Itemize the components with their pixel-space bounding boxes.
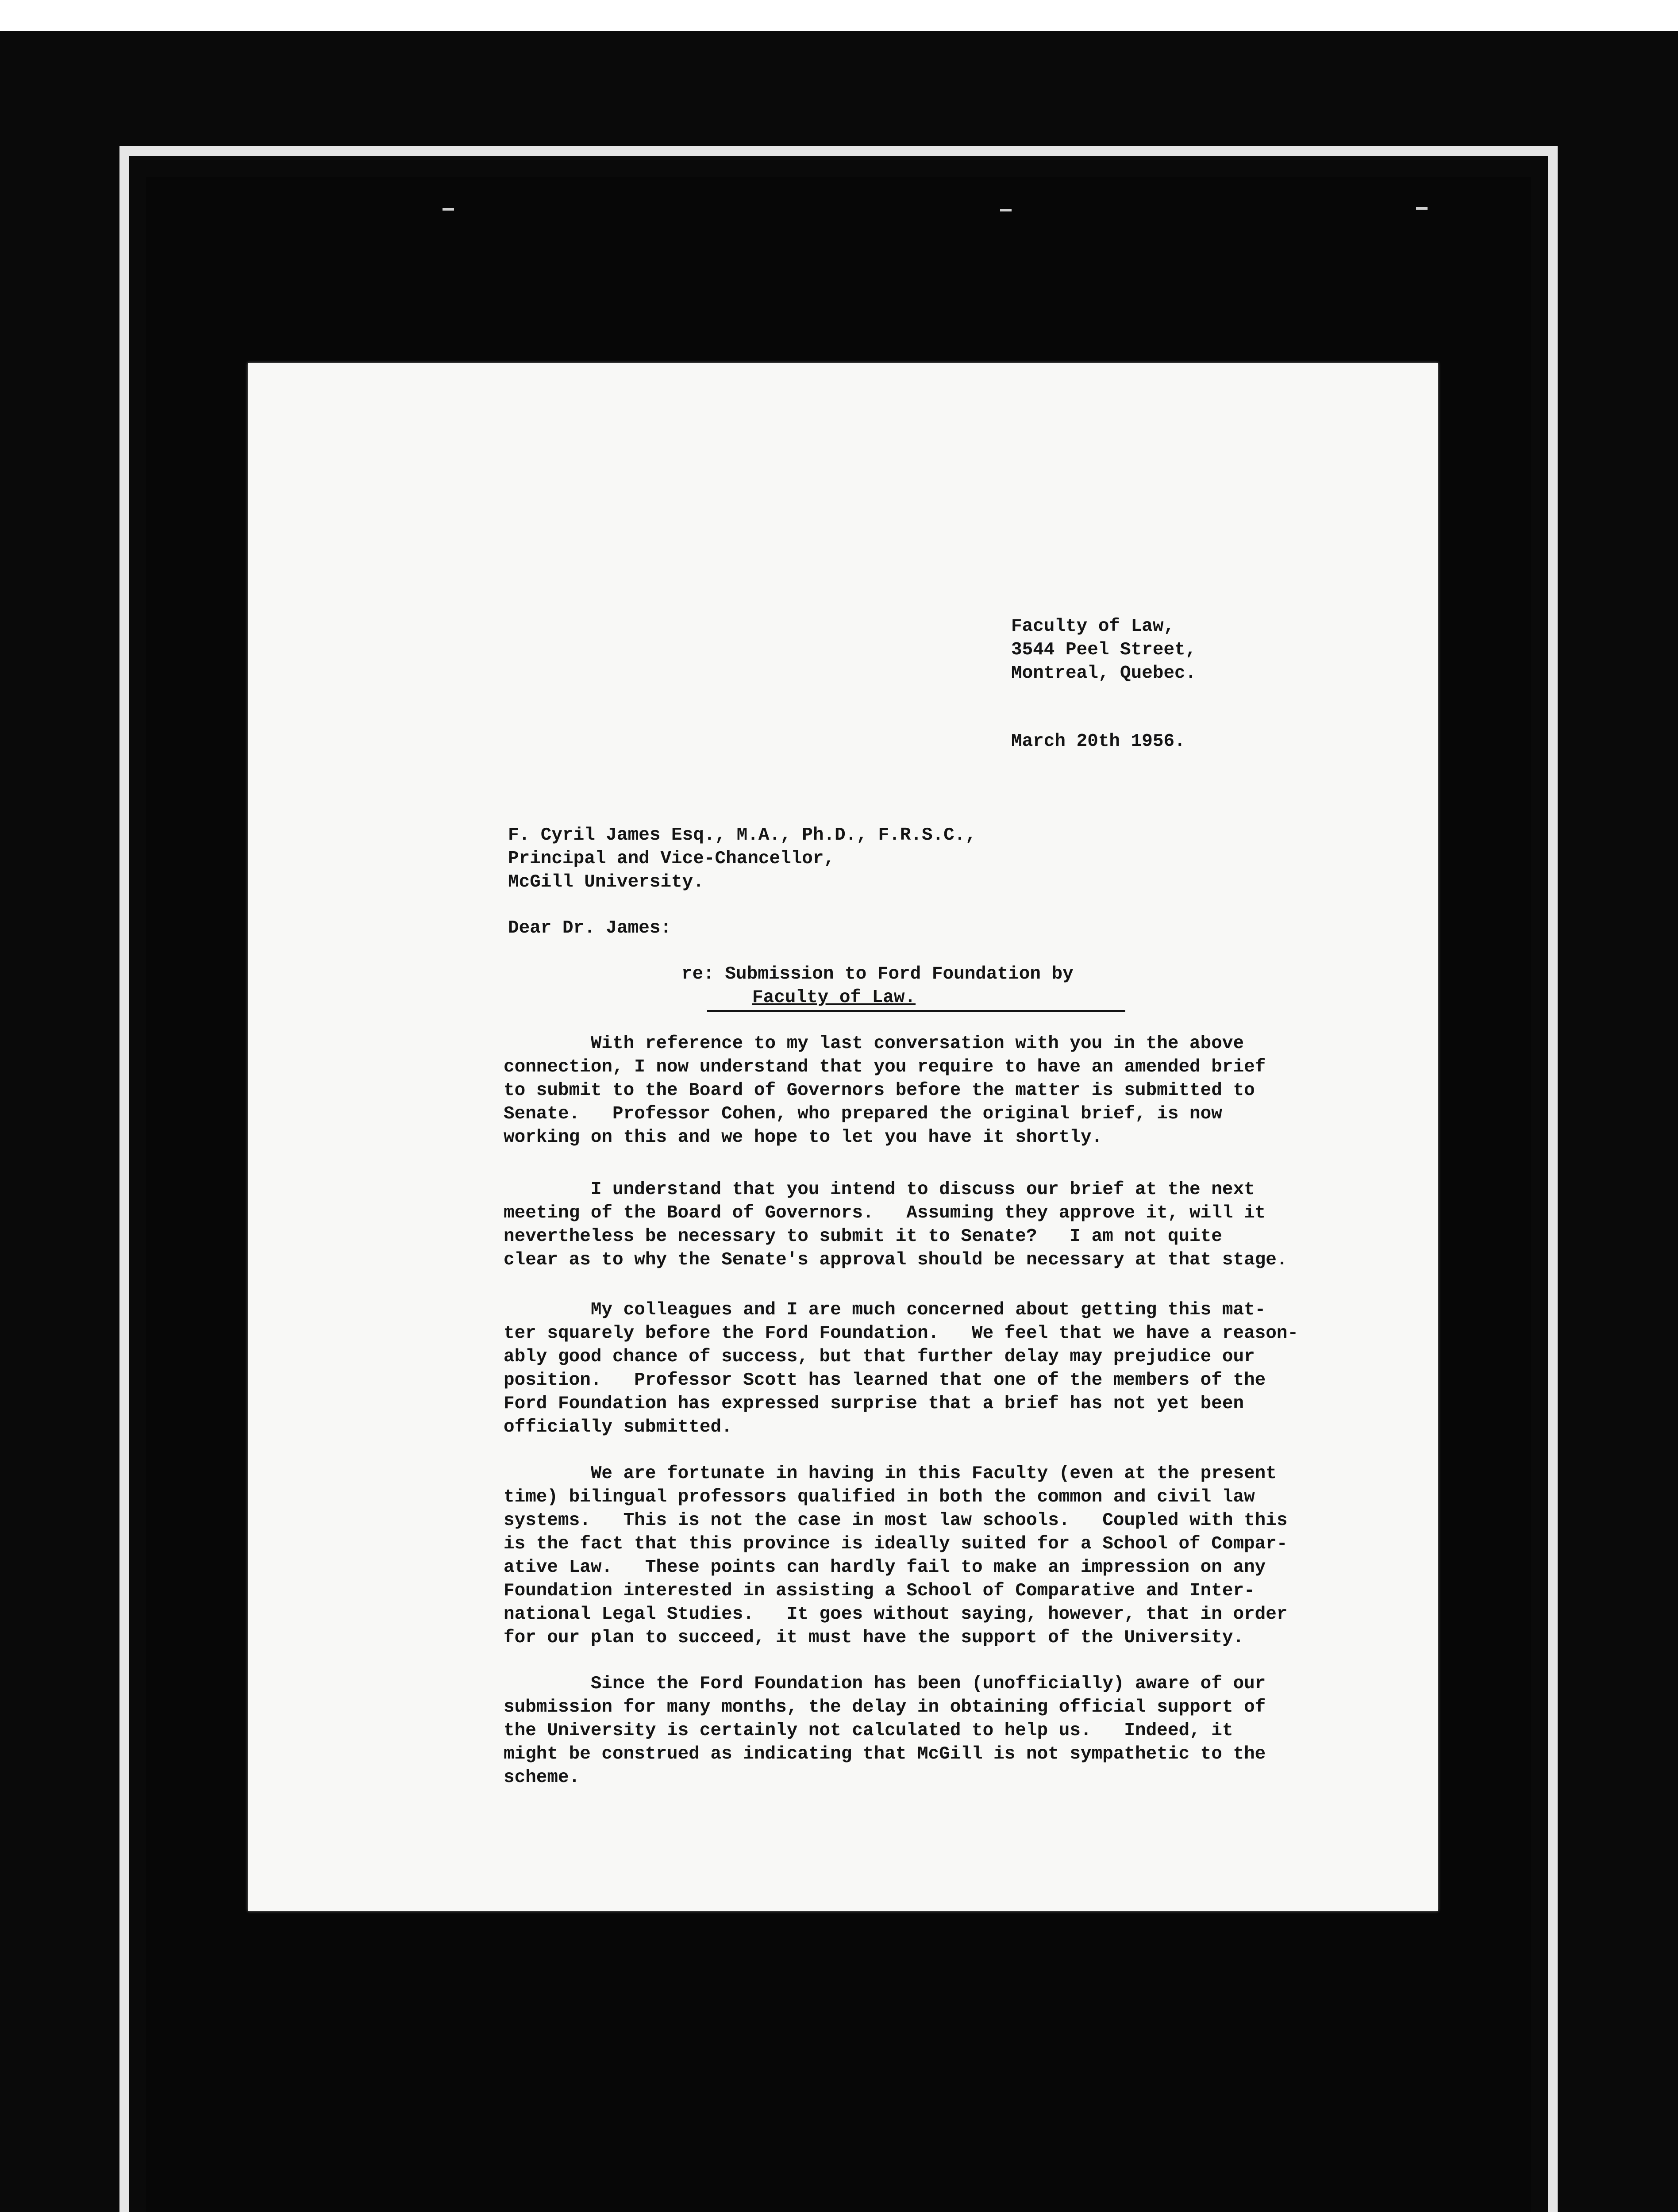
body-paragraph-3: My colleagues and I are much concerned about getting this mat- ter squarely before the Ford Foundation. We feel that we have a reason- ably good chance of success, but that further delay may prejudice our position. Professor Scott has learned that one of the members of the Ford Foundation has expressed surprise that a brief has not yet been officially submitted.	[504, 1300, 1299, 1437]
body-paragraph-2: I understand that you intend to discuss our brief at the next meeting of the Board of Governors. Assuming they approve it, will it nevertheless be necessary to submit it to Senate? I am not quite clear as to why the Senate's approval should be necessary at that stage.	[504, 1179, 1288, 1270]
subject-line-2: Faculty of Law.	[752, 987, 916, 1008]
salutation: Dear Dr. James:	[508, 918, 672, 938]
letter-date: March 20th 1956.	[1011, 731, 1185, 752]
body-paragraph-1: With reference to my last conversation with you in the above connection, I now understand that you require to have an amended brief to submit to the Board of Governors before the matter is submitted to Senate. Professor Cohen, who prepared the original brief, is now working on this and we hope to let you have it shortly.	[504, 1033, 1266, 1148]
sender-address	[1011, 615, 1196, 685]
film-speck	[1416, 207, 1428, 210]
subject-line: re: Submission to Ford Foundation by	[681, 964, 1074, 984]
film-speck	[1000, 209, 1012, 211]
body-paragraph-4: We are fortunate in having in this Faculty (even at the present time) bilingual professors qualified in both the common and civil law systems. This is not the case in most law schools. Coupled with this is the fact that this province is ideally suited for a School of Compar- ative Law. These points can hardly fail to make an impression on any Foundation interested in assisting a School of Comparative and Inter- national Legal Studies. It goes without saying, however, that in order for our plan to succeed, it must have the support of the University.	[504, 1463, 1288, 1648]
recipient-block	[508, 824, 976, 894]
body-paragraph-5: Since the Ford Foundation has been (unofficially) aware of our submission for many months, the delay in obtaining official support of the University is certainly not calculated to help us. Indeed, it might be construed as indicating that McGill is not sympathetic to the scheme.	[504, 1674, 1266, 1788]
film-speck	[443, 208, 454, 211]
address-line: 3544 Peel Street,	[1011, 640, 1197, 660]
recipient-line: McGill University.	[508, 872, 704, 892]
recipient-line: F. Cyril James Esq., M.A., Ph.D., F.R.S.C.,	[508, 825, 976, 845]
address-line: Montreal, Quebec.	[1011, 663, 1197, 684]
address-line: Faculty of Law,	[1011, 616, 1175, 637]
subject-underline	[707, 1010, 1125, 1012]
recipient-line: Principal and Vice-Chancellor,	[508, 849, 835, 869]
top-margin	[0, 0, 1678, 31]
